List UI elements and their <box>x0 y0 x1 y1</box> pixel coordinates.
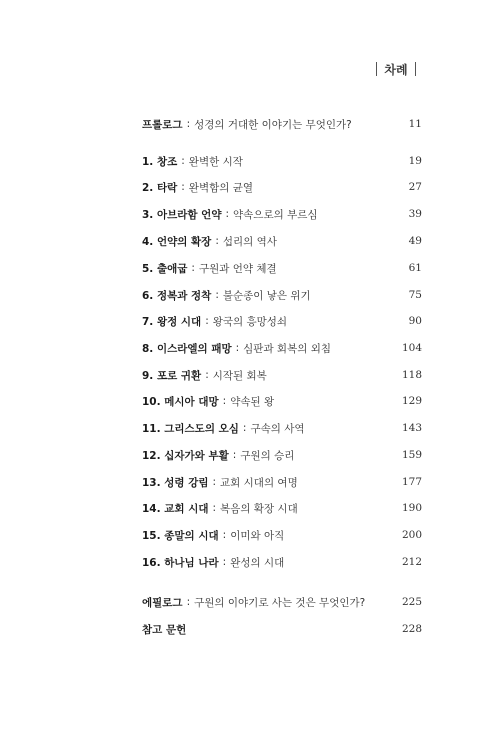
entry-heading: 4. 언약의 확장 <box>142 235 212 248</box>
entry-page-number: 61 <box>408 262 422 274</box>
entry-heading: 6. 정복과 정착 <box>142 289 212 302</box>
toc-entry-chapter-12 <box>142 446 422 464</box>
entry-separator: : <box>186 596 191 608</box>
entry-page-number: 19 <box>408 155 422 167</box>
toc-entry-chapter-9 <box>142 366 422 384</box>
entry-subtitle: 완성의 시대 <box>230 556 285 569</box>
toc-entry-chapter-15 <box>142 526 422 544</box>
entry-subtitle: 구원의 이야기로 사는 것은 무엇인가? <box>194 596 366 609</box>
entry-heading: 9. 포로 귀환 <box>142 369 202 382</box>
entry-subtitle: 이미와 아직 <box>230 529 285 542</box>
entry-page-number: 200 <box>401 529 422 541</box>
entry-heading: 5. 출애굽 <box>142 262 188 275</box>
entry-separator: : <box>212 476 217 488</box>
entry-page-number: 129 <box>401 395 422 407</box>
entry-heading: 1. 창조 <box>142 155 178 168</box>
entry-subtitle: 약속으로의 부르심 <box>233 208 318 221</box>
entry-heading: 참고 문헌 <box>142 623 187 636</box>
toc-header <box>372 60 420 78</box>
entry-separator: : <box>222 529 227 541</box>
entry-page-number: 27 <box>408 181 422 193</box>
entry-heading: 11. 그리스도의 오심 <box>142 422 239 435</box>
toc-entry-chapter-10 <box>142 392 422 410</box>
header-left-bar <box>376 62 377 76</box>
entry-separator: : <box>225 208 230 220</box>
entry-subtitle: 구원의 승리 <box>240 449 295 462</box>
entry-separator: : <box>235 342 240 354</box>
entry-page-number: 39 <box>408 208 422 220</box>
entry-separator: : <box>181 181 185 193</box>
entry-heading: 8. 이스라엘의 패망 <box>142 342 232 355</box>
toc-entry-chapter-5 <box>142 259 422 277</box>
entry-separator: : <box>215 235 219 247</box>
entry-separator: : <box>181 155 185 167</box>
entry-subtitle: 심판과 회복의 외침 <box>243 342 331 355</box>
entry-page-number: 190 <box>401 502 422 514</box>
entry-heading: 15. 종말의 시대 <box>142 529 219 542</box>
entry-page-number: 228 <box>401 623 422 635</box>
entry-subtitle: 교회 시대의 여명 <box>220 476 298 489</box>
toc-entry-epilogue <box>142 593 422 611</box>
toc-entry-references <box>142 620 422 638</box>
entry-separator: : <box>242 422 247 434</box>
entry-separator: : <box>222 556 227 568</box>
entry-heading: 14. 교회 시대 <box>142 502 209 515</box>
entry-heading: 에필로그 <box>142 596 183 609</box>
entry-subtitle: 완벽함의 균열 <box>188 181 253 194</box>
entry-separator: : <box>205 369 209 381</box>
entry-page-number: 177 <box>401 476 422 488</box>
toc-entry-chapter-1 <box>142 152 422 170</box>
entry-subtitle: 시작된 회복 <box>212 369 267 382</box>
toc-entry-prologue <box>142 115 422 133</box>
toc-entry-chapter-4 <box>142 232 422 250</box>
entry-heading: 프롤로그 <box>142 118 183 131</box>
entry-subtitle: 구원과 언약 체결 <box>198 262 277 275</box>
toc-entry-chapter-14 <box>142 499 422 517</box>
entry-separator: : <box>191 262 195 274</box>
entry-subtitle: 완벽한 시작 <box>188 155 243 168</box>
entry-heading: 3. 아브라함 언약 <box>142 208 222 221</box>
entry-page-number: 49 <box>408 235 422 247</box>
entry-page-number: 118 <box>401 369 422 381</box>
entry-subtitle: 복음의 확장 시대 <box>220 502 298 515</box>
entry-separator: : <box>205 315 209 327</box>
entry-separator: : <box>232 449 237 461</box>
toc-entry-chapter-8 <box>142 339 422 357</box>
entry-page-number: 143 <box>401 422 422 434</box>
toc-entry-chapter-7 <box>142 312 422 330</box>
entry-subtitle: 성경의 거대한 이야기는 무엇인가? <box>194 118 352 131</box>
header-right-bar <box>415 62 416 76</box>
entry-page-number: 11 <box>408 118 422 130</box>
toc-entry-chapter-3 <box>142 205 422 223</box>
entry-subtitle: 약속된 왕 <box>230 395 275 408</box>
entry-page-number: 159 <box>401 449 422 461</box>
entry-page-number: 104 <box>401 342 422 354</box>
entry-separator: : <box>222 395 227 407</box>
entry-subtitle: 구속의 사역 <box>250 422 305 435</box>
entry-separator: : <box>186 118 191 130</box>
entry-heading: 16. 하나님 나라 <box>142 556 219 569</box>
toc-entry-chapter-16 <box>142 553 422 571</box>
entry-subtitle: 섭리의 역사 <box>222 235 277 248</box>
entry-separator: : <box>215 289 219 301</box>
toc-entry-chapter-13 <box>142 473 422 491</box>
entry-subtitle: 불순종이 낳은 위기 <box>222 289 311 302</box>
toc-title: 차례 <box>384 62 408 77</box>
entry-heading: 12. 십자가와 부활 <box>142 449 229 462</box>
entry-heading: 7. 왕정 시대 <box>142 315 202 328</box>
entry-page-number: 212 <box>401 556 422 568</box>
entry-heading: 13. 성령 강림 <box>142 476 209 489</box>
entry-heading: 2. 타락 <box>142 181 178 194</box>
toc-entry-chapter-11 <box>142 419 422 437</box>
entry-page-number: 225 <box>401 596 422 608</box>
entry-separator: : <box>212 502 217 514</box>
entry-page-number: 90 <box>408 315 422 327</box>
toc-entry-chapter-2 <box>142 178 422 196</box>
entry-heading: 10. 메시아 대망 <box>142 395 219 408</box>
entry-page-number: 75 <box>408 289 422 301</box>
entry-subtitle: 왕국의 흥망성쇠 <box>212 315 288 328</box>
toc-entry-chapter-6 <box>142 286 422 304</box>
